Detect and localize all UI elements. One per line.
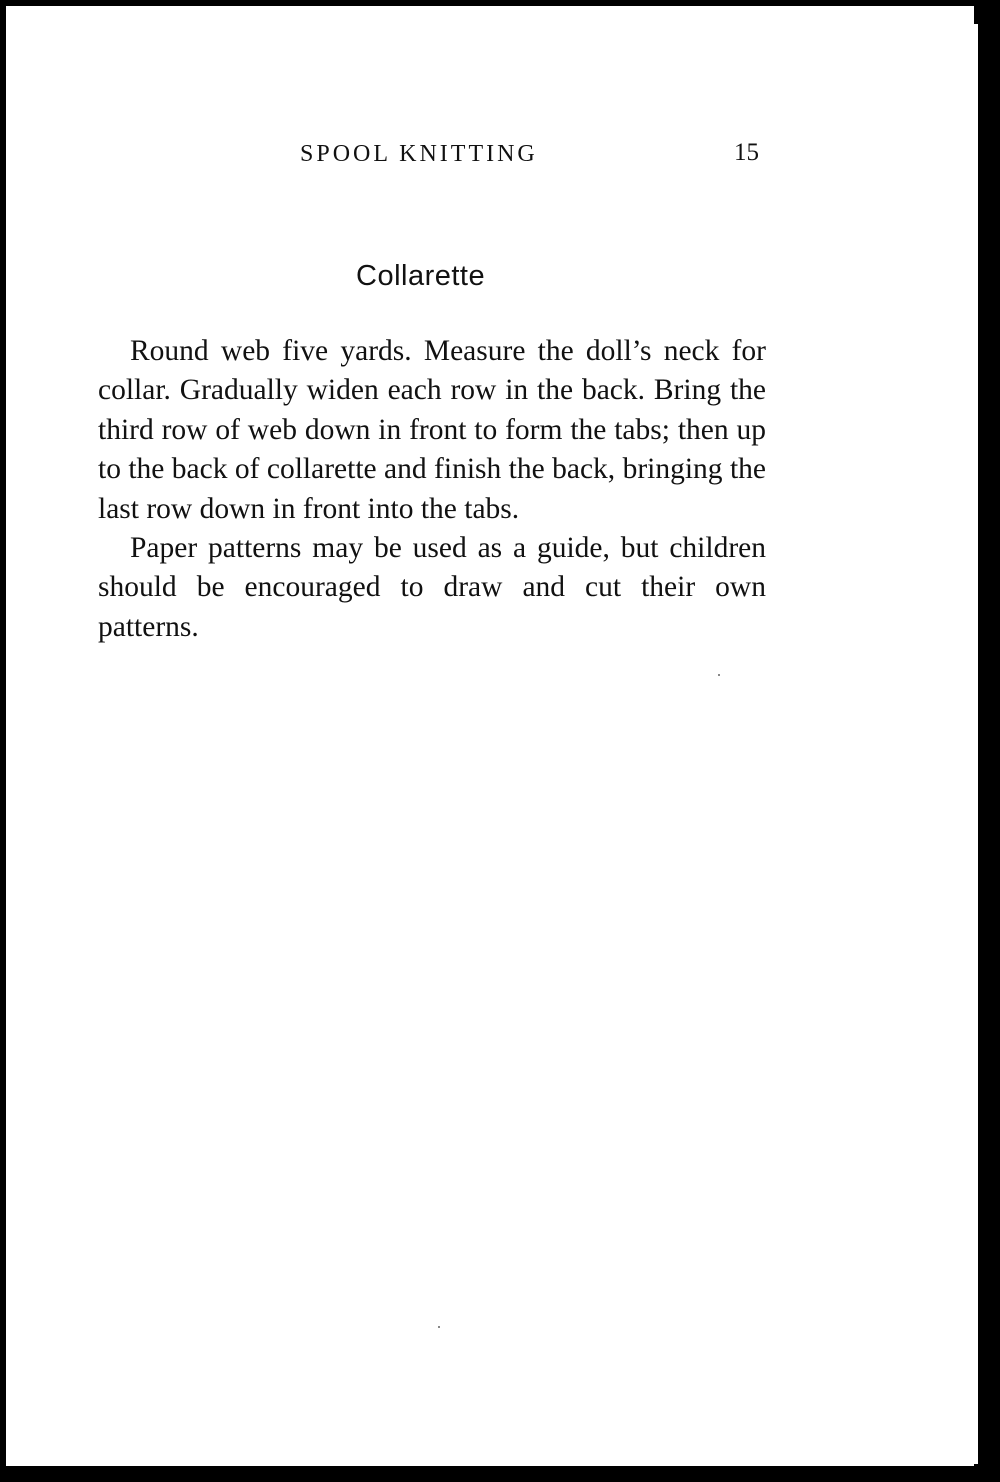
section-body [98, 332, 766, 647]
page-number: 15 [734, 139, 759, 166]
section-title: Collarette [356, 260, 486, 292]
paragraph: Paper patterns may be used as a guide, but children should be encouraged to draw and cut their own patterns. [98, 532, 766, 643]
paragraph: Round web five yards. Measure the doll’s neck for collar. Gradually widen each row in the back. Bring the third row of web down in front to form the tabs; then up to the back of collarette and finish the back, bringing the last row down in front into the tabs. [98, 335, 766, 525]
running-title: SPOOL KNITTING [300, 141, 538, 167]
scan-border [0, 1468, 1000, 1482]
page-edge [974, 24, 978, 1464]
book-page [6, 6, 974, 1466]
scan-speck [718, 674, 720, 676]
scan-speck [438, 1326, 440, 1328]
running-header [6, 137, 974, 177]
